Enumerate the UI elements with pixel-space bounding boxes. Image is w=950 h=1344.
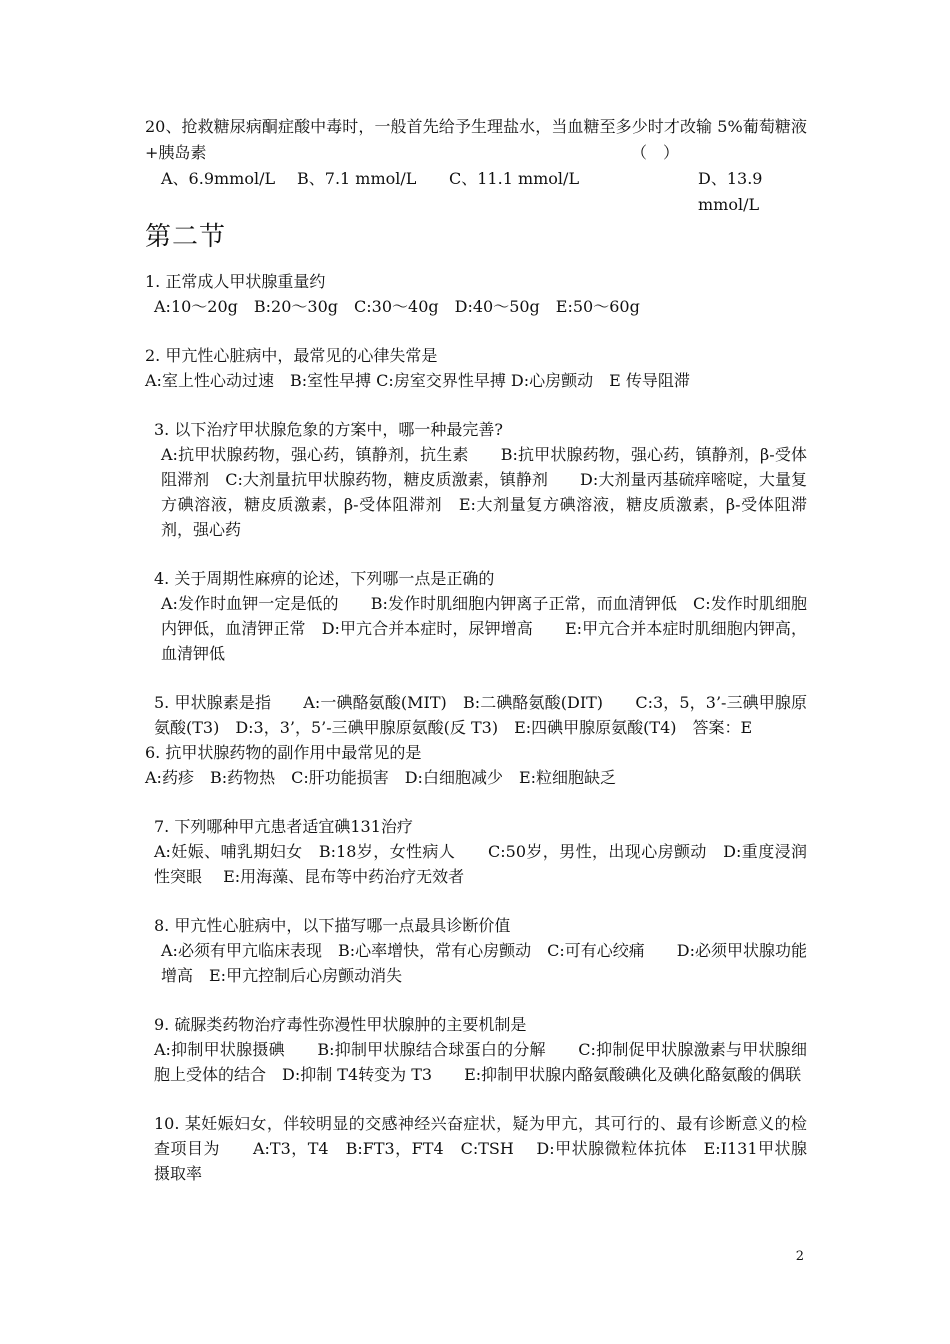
question-1	[145, 269, 807, 319]
question-5	[145, 690, 807, 740]
option-b: B、7.1 mmol/L	[297, 169, 417, 188]
question-stem: 5. 甲状腺素是指 A:一碘酪氨酸(MIT) B:二碘酪氨酸(DIT) C:3，5，3’-三碘甲腺原氨酸(T3) D:3，3’，5’-三碘甲腺原氨酸(反 T3) E:四碘甲腺原氨酸(T4) 答案：E	[154, 693, 807, 737]
question-stem: 4. 关于周期性麻痹的论述，下列哪一点是正确的	[154, 569, 495, 588]
question-stem: 1. 正常成人甲状腺重量约	[145, 272, 326, 291]
question-4	[145, 566, 807, 666]
section-title: 第二节	[145, 222, 227, 252]
question-8	[145, 913, 807, 988]
document-page	[145, 114, 813, 1186]
question-options: A:发作时血钾一定是低的 B:发作时肌细胞内钾离子正常，而血清钾低 C:发作时肌细胞内钾低，血清钾正常 D:甲亢合并本症时，尿钾增高 E:甲亢合并本症时肌细胞内钾高，血清钾低	[161, 594, 807, 663]
option-c: C、11.1 mmol/L	[449, 169, 580, 188]
question-options: A:室上性心动过速 B:室性早搏 C:房室交界性早搏 D:心房颤动 E 传导阻滞	[145, 371, 690, 390]
question-stem: 3. 以下治疗甲状腺危象的方案中，哪一种最完善?	[154, 420, 503, 439]
question-options: A:药疹 B:药物热 C:肝功能损害 D:白细胞减少 E:粒细胞缺乏	[145, 768, 617, 787]
question-stem: 9. 硫脲类药物治疗毒性弥漫性甲状腺肿的主要机制是	[154, 1015, 527, 1034]
question-stem: 8. 甲亢性心脏病中，以下描写哪一点最具诊断价值	[154, 916, 511, 935]
question-stem: 7. 下列哪种甲亢患者适宜碘131治疗	[154, 817, 413, 836]
question-10	[145, 1111, 813, 1186]
question-9	[145, 1012, 807, 1087]
question-20	[145, 114, 807, 214]
question-options: A:抗甲状腺药物，强心药，镇静剂，抗生素 B:抗甲状腺药物，强心药，镇静剂，β-受体阻滞剂 C:大剂量抗甲状腺药物，糖皮质激素，镇静剂 D:大剂量丙基硫痒嘧啶，大量复方碘溶液，糖皮质激素，β-受体阻滞剂 E:大剂量复方碘溶液，糖皮质激素，β-受体阻滞剂，强心药	[161, 445, 807, 539]
question-stem: 6. 抗甲状腺药物的副作用中最常见的是	[145, 743, 422, 762]
question-7	[145, 814, 807, 889]
question-options: A:妊娠、哺乳期妇女 B:18岁，女性病人 C:50岁，男性，出现心房颤动 D:重度浸润性突眼 E:用海藻、昆布等中药治疗无效者	[154, 842, 807, 886]
page-number: 2	[795, 1249, 804, 1264]
question-options: A:抑制甲状腺摄碘 B:抑制甲状腺结合球蛋白的分解 C:抑制促甲状腺激素与甲状腺细胞上受体的结合 D:抑制 T4转变为 T3 E:抑制甲状腺内酪氨酸碘化及碘化酪氨酸的偶联	[154, 1040, 807, 1084]
option-a: A、6.9mmol/L	[161, 169, 276, 188]
answer-paren: （ ）	[631, 143, 680, 162]
question-options: A:10～20g B:20～30g C:30～40g D:40～50g E:50～60g	[154, 297, 640, 316]
question-2	[145, 343, 807, 393]
question-6	[145, 740, 807, 790]
question-options: A:必须有甲亢临床表现 B:心率增快，常有心房颤动 C:可有心绞痛 D:必须甲状腺功能增高 E:甲亢控制后心房颤动消失	[161, 941, 807, 985]
question-stem: 2. 甲亢性心脏病中，最常见的心律失常是	[145, 346, 438, 365]
question-stem: 10. 某妊娠妇女，伴较明显的交感神经兴奋症状，疑为甲亢，其可行的、最有诊断意义的检 查项目为 A:T3，T4 B:FT3，FT4 C:TSH D:甲状腺微粒体抗体 E:I131甲状腺摄取率	[154, 1114, 813, 1183]
question-20-stem: 20、抢救糖尿病酮症酸中毒时，一般首先给予生理盐水，当血糖至多少时才改输 5%葡萄糖液+胰岛素	[145, 117, 807, 162]
option-d: D、13.9 mmol/L	[698, 169, 763, 214]
question-20-options	[145, 166, 807, 214]
question-3	[145, 417, 807, 542]
